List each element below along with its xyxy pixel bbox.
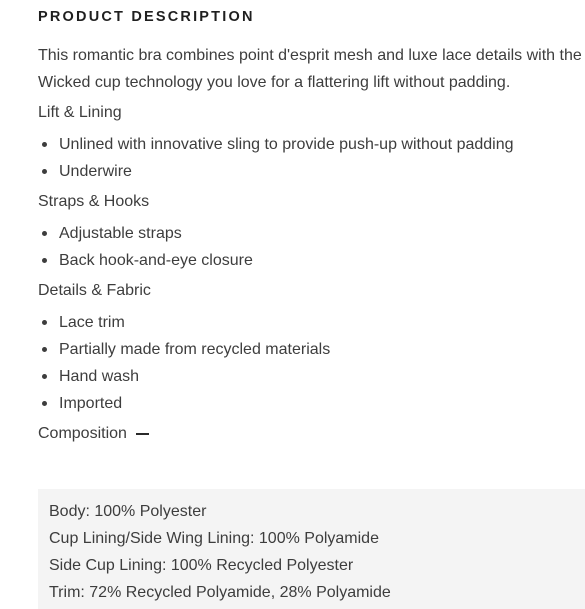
composition-toggle[interactable] xyxy=(38,420,585,447)
list-item-text: Hand wash xyxy=(59,368,140,385)
composition-line: Body: 100% Polyester xyxy=(49,503,207,520)
bullet-icon xyxy=(42,320,47,325)
section-title-details-fabric: Details & Fabric xyxy=(38,282,151,299)
list-item-text: Imported xyxy=(59,395,123,412)
section-lift-lining xyxy=(38,99,585,185)
list-item-text: Lace trim xyxy=(59,314,125,331)
composition-line: Cup Lining/Side Wing Lining: 100% Polyamide xyxy=(49,530,379,547)
product-intro-text: This romantic bra combines point d'esprit mesh and luxe lace details with the Wicked cup technology you love for a flattering lift without padding. xyxy=(38,47,582,91)
bullet-icon xyxy=(42,169,47,174)
bullet-icon xyxy=(42,258,47,263)
list-item-text: Unlined with innovative sling to provide push-up without padding xyxy=(59,136,514,153)
list-item-text: Back hook-and-eye closure xyxy=(59,252,253,269)
bullet-icon xyxy=(42,231,47,236)
product-description-panel xyxy=(38,0,585,447)
section-straps-hooks xyxy=(38,188,585,274)
list-item xyxy=(38,363,585,390)
composition-label: Composition xyxy=(38,425,127,442)
section-title-straps-hooks: Straps & Hooks xyxy=(38,193,150,210)
list-item-text: Underwire xyxy=(59,163,132,180)
bullet-list-straps-hooks xyxy=(38,220,585,274)
list-item xyxy=(38,158,585,185)
bullet-icon xyxy=(42,142,47,147)
list-item xyxy=(38,309,585,336)
minus-icon[interactable] xyxy=(136,433,149,435)
list-item xyxy=(38,247,585,274)
list-item xyxy=(38,390,585,417)
bullet-icon xyxy=(42,374,47,379)
bullet-list-details-fabric xyxy=(38,309,585,417)
list-item xyxy=(38,220,585,247)
bullet-icon xyxy=(42,401,47,406)
composition-line: Side Cup Lining: 100% Recycled Polyester xyxy=(49,557,354,574)
section-heading: PRODUCT DESCRIPTION xyxy=(38,9,255,25)
section-title-lift-lining: Lift & Lining xyxy=(38,104,122,121)
list-item xyxy=(38,131,585,158)
list-item-text: Partially made from recycled materials xyxy=(59,341,331,358)
composition-line: Trim: 72% Recycled Polyamide, 28% Polyamide xyxy=(49,584,391,601)
bullet-icon xyxy=(42,347,47,352)
bullet-list-lift-lining xyxy=(38,131,585,185)
list-item-text: Adjustable straps xyxy=(59,225,182,242)
composition-panel xyxy=(38,489,585,609)
section-details-fabric xyxy=(38,277,585,417)
list-item xyxy=(38,336,585,363)
